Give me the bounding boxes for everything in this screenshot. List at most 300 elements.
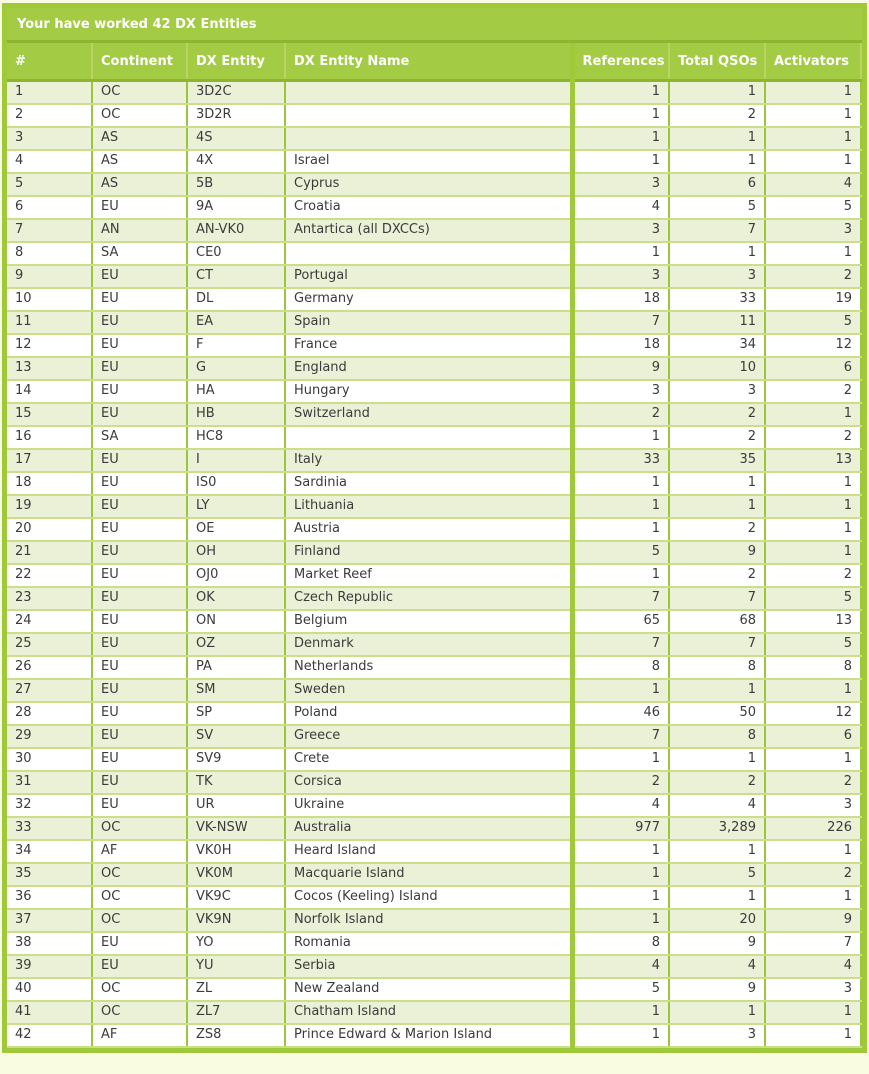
cell-continent: OC (92, 817, 187, 840)
cell-qsos: 1 (669, 679, 765, 702)
cell-name: Romania (285, 932, 572, 955)
cell-qsos: 1 (669, 886, 765, 909)
cell-entity: UR (187, 794, 285, 817)
col-header-continent: Continent (92, 43, 187, 81)
cell-activators: 1 (765, 886, 861, 909)
cell-activators: 3 (765, 794, 861, 817)
cell-num: 21 (7, 541, 92, 564)
cell-activators: 5 (765, 587, 861, 610)
cell-num: 24 (7, 610, 92, 633)
cell-name: Corsica (285, 771, 572, 794)
cell-continent: EU (92, 679, 187, 702)
cell-num: 23 (7, 587, 92, 610)
cell-continent: EU (92, 541, 187, 564)
cell-activators: 13 (765, 449, 861, 472)
table-row (7, 357, 861, 380)
cell-continent: OC (92, 909, 187, 932)
cell-num: 18 (7, 472, 92, 495)
cell-qsos: 9 (669, 978, 765, 1001)
table-row (7, 127, 861, 150)
table-row (7, 633, 861, 656)
cell-num: 37 (7, 909, 92, 932)
cell-activators: 6 (765, 725, 861, 748)
cell-activators: 1 (765, 840, 861, 863)
cell-qsos: 2 (669, 426, 765, 449)
cell-qsos: 8 (669, 725, 765, 748)
cell-references: 1 (572, 127, 669, 150)
cell-qsos: 68 (669, 610, 765, 633)
cell-num: 31 (7, 771, 92, 794)
cell-continent: AF (92, 840, 187, 863)
cell-continent: OC (92, 104, 187, 127)
col-header-dx-entity: DX Entity (187, 43, 285, 81)
cell-references: 1 (572, 1024, 669, 1047)
cell-num: 32 (7, 794, 92, 817)
cell-name: Croatia (285, 196, 572, 219)
cell-continent: EU (92, 771, 187, 794)
cell-num: 28 (7, 702, 92, 725)
cell-references: 1 (572, 518, 669, 541)
cell-name: Poland (285, 702, 572, 725)
cell-activators: 2 (765, 564, 861, 587)
cell-num: 14 (7, 380, 92, 403)
cell-references: 1 (572, 564, 669, 587)
cell-qsos: 1 (669, 840, 765, 863)
cell-num: 19 (7, 495, 92, 518)
cell-activators: 8 (765, 656, 861, 679)
cell-name (285, 426, 572, 449)
cell-entity: SP (187, 702, 285, 725)
cell-num: 20 (7, 518, 92, 541)
cell-references: 1 (572, 81, 669, 105)
table-row (7, 909, 861, 932)
cell-activators: 2 (765, 380, 861, 403)
cell-name: Antartica (all DXCCs) (285, 219, 572, 242)
cell-references: 8 (572, 656, 669, 679)
cell-references: 5 (572, 978, 669, 1001)
page (0, 3, 869, 1053)
cell-continent: AS (92, 150, 187, 173)
col-header-number: # (7, 43, 92, 81)
cell-num: 4 (7, 150, 92, 173)
cell-continent: EU (92, 334, 187, 357)
cell-name: Spain (285, 311, 572, 334)
cell-qsos: 3 (669, 1024, 765, 1047)
cell-entity: YU (187, 955, 285, 978)
cell-continent: EU (92, 587, 187, 610)
cell-activators: 1 (765, 242, 861, 265)
cell-entity: HB (187, 403, 285, 426)
cell-references: 3 (572, 219, 669, 242)
cell-references: 5 (572, 541, 669, 564)
cell-name: Italy (285, 449, 572, 472)
cell-name: Czech Republic (285, 587, 572, 610)
cell-continent: AS (92, 127, 187, 150)
cell-entity: CE0 (187, 242, 285, 265)
cell-references: 1 (572, 104, 669, 127)
cell-name: Germany (285, 288, 572, 311)
cell-entity: VK0H (187, 840, 285, 863)
cell-name: Macquarie Island (285, 863, 572, 886)
cell-activators: 3 (765, 978, 861, 1001)
table-row (7, 863, 861, 886)
cell-references: 46 (572, 702, 669, 725)
cell-num: 38 (7, 932, 92, 955)
cell-entity: VK9N (187, 909, 285, 932)
cell-qsos: 2 (669, 104, 765, 127)
table-row (7, 288, 861, 311)
cell-entity: VK0M (187, 863, 285, 886)
cell-num: 34 (7, 840, 92, 863)
table-row (7, 426, 861, 449)
cell-qsos: 2 (669, 564, 765, 587)
cell-activators: 6 (765, 357, 861, 380)
table-row (7, 886, 861, 909)
cell-continent: EU (92, 311, 187, 334)
cell-num: 7 (7, 219, 92, 242)
col-header-references: References (572, 43, 669, 81)
cell-continent: EU (92, 564, 187, 587)
cell-num: 1 (7, 81, 92, 105)
cell-references: 18 (572, 334, 669, 357)
cell-name: Netherlands (285, 656, 572, 679)
col-header-total-qsos: Total QSOs (669, 43, 765, 81)
cell-qsos: 7 (669, 587, 765, 610)
cell-name: Greece (285, 725, 572, 748)
cell-entity: PA (187, 656, 285, 679)
cell-activators: 5 (765, 196, 861, 219)
cell-references: 1 (572, 886, 669, 909)
cell-continent: EU (92, 495, 187, 518)
cell-entity: VK-NSW (187, 817, 285, 840)
cell-entity: I (187, 449, 285, 472)
table-row (7, 817, 861, 840)
cell-num: 29 (7, 725, 92, 748)
cell-qsos: 9 (669, 932, 765, 955)
table-row (7, 196, 861, 219)
cell-references: 1 (572, 150, 669, 173)
cell-continent: EU (92, 403, 187, 426)
table-row (7, 748, 861, 771)
cell-qsos: 2 (669, 518, 765, 541)
cell-name (285, 104, 572, 127)
cell-entity: F (187, 334, 285, 357)
cell-references: 3 (572, 265, 669, 288)
cell-qsos: 7 (669, 633, 765, 656)
cell-entity: 3D2C (187, 81, 285, 105)
cell-references: 8 (572, 932, 669, 955)
cell-name: England (285, 357, 572, 380)
cell-activators: 1 (765, 150, 861, 173)
cell-name: Market Reef (285, 564, 572, 587)
cell-num: 9 (7, 265, 92, 288)
cell-references: 4 (572, 955, 669, 978)
cell-continent: OC (92, 863, 187, 886)
table-row (7, 978, 861, 1001)
cell-num: 35 (7, 863, 92, 886)
cell-activators: 1 (765, 1001, 861, 1024)
table-row (7, 242, 861, 265)
cell-activators: 1 (765, 495, 861, 518)
cell-references: 1 (572, 863, 669, 886)
cell-name: Israel (285, 150, 572, 173)
cell-entity: 9A (187, 196, 285, 219)
cell-continent: EU (92, 633, 187, 656)
cell-name: Sardinia (285, 472, 572, 495)
table-row (7, 702, 861, 725)
cell-entity: OH (187, 541, 285, 564)
cell-activators: 226 (765, 817, 861, 840)
cell-num: 42 (7, 1024, 92, 1047)
cell-name: Austria (285, 518, 572, 541)
cell-references: 7 (572, 311, 669, 334)
cell-name: Lithuania (285, 495, 572, 518)
cell-num: 26 (7, 656, 92, 679)
cell-continent: OC (92, 978, 187, 1001)
table-row (7, 840, 861, 863)
cell-num: 22 (7, 564, 92, 587)
cell-references: 1 (572, 495, 669, 518)
table-row (7, 104, 861, 127)
cell-name: Crete (285, 748, 572, 771)
cell-entity: EA (187, 311, 285, 334)
table-row (7, 955, 861, 978)
cell-entity: G (187, 357, 285, 380)
table-row (7, 173, 861, 196)
table-row (7, 403, 861, 426)
cell-entity: HA (187, 380, 285, 403)
table-row (7, 771, 861, 794)
cell-continent: AF (92, 1024, 187, 1047)
table-row (7, 81, 861, 105)
cell-entity: OZ (187, 633, 285, 656)
cell-activators: 2 (765, 771, 861, 794)
cell-references: 4 (572, 794, 669, 817)
cell-references: 33 (572, 449, 669, 472)
cell-name: Chatham Island (285, 1001, 572, 1024)
cell-entity: TK (187, 771, 285, 794)
cell-qsos: 4 (669, 955, 765, 978)
cell-qsos: 1 (669, 242, 765, 265)
cell-entity: 4S (187, 127, 285, 150)
cell-activators: 1 (765, 104, 861, 127)
table-row (7, 541, 861, 564)
table-row (7, 794, 861, 817)
cell-entity: SV (187, 725, 285, 748)
cell-references: 7 (572, 587, 669, 610)
cell-continent: EU (92, 472, 187, 495)
cell-continent: EU (92, 196, 187, 219)
cell-name: Heard Island (285, 840, 572, 863)
cell-continent: EU (92, 932, 187, 955)
table-row (7, 587, 861, 610)
cell-num: 36 (7, 886, 92, 909)
cell-entity: ZL7 (187, 1001, 285, 1024)
cell-continent: EU (92, 357, 187, 380)
table-row (7, 150, 861, 173)
cell-qsos: 5 (669, 196, 765, 219)
cell-entity: OK (187, 587, 285, 610)
cell-activators: 1 (765, 679, 861, 702)
cell-name: Sweden (285, 679, 572, 702)
cell-num: 25 (7, 633, 92, 656)
table-row (7, 932, 861, 955)
cell-references: 1 (572, 909, 669, 932)
cell-qsos: 1 (669, 127, 765, 150)
cell-name: Finland (285, 541, 572, 564)
cell-name: Cocos (Keeling) Island (285, 886, 572, 909)
cell-qsos: 1 (669, 1001, 765, 1024)
cell-num: 17 (7, 449, 92, 472)
cell-references: 1 (572, 472, 669, 495)
table-row (7, 219, 861, 242)
cell-continent: AS (92, 173, 187, 196)
cell-entity: IS0 (187, 472, 285, 495)
cell-references: 1 (572, 748, 669, 771)
cell-num: 12 (7, 334, 92, 357)
cell-activators: 1 (765, 518, 861, 541)
cell-qsos: 8 (669, 656, 765, 679)
cell-qsos: 7 (669, 219, 765, 242)
cell-qsos: 11 (669, 311, 765, 334)
table-row (7, 472, 861, 495)
cell-num: 39 (7, 955, 92, 978)
cell-entity: DL (187, 288, 285, 311)
panel-title: Your have worked 42 DX Entities (7, 8, 862, 43)
cell-name: Prince Edward & Marion Island (285, 1024, 572, 1047)
cell-qsos: 1 (669, 748, 765, 771)
cell-entity: ON (187, 610, 285, 633)
cell-name: Denmark (285, 633, 572, 656)
cell-continent: EU (92, 288, 187, 311)
cell-activators: 5 (765, 311, 861, 334)
cell-name: Belgium (285, 610, 572, 633)
table-row (7, 564, 861, 587)
cell-references: 1 (572, 679, 669, 702)
cell-entity: SM (187, 679, 285, 702)
cell-qsos: 9 (669, 541, 765, 564)
cell-continent: EU (92, 610, 187, 633)
cell-name (285, 127, 572, 150)
cell-references: 18 (572, 288, 669, 311)
cell-continent: EU (92, 518, 187, 541)
cell-num: 27 (7, 679, 92, 702)
cell-num: 6 (7, 196, 92, 219)
cell-qsos: 5 (669, 863, 765, 886)
table-row (7, 1024, 861, 1047)
cell-name: New Zealand (285, 978, 572, 1001)
cell-num: 11 (7, 311, 92, 334)
cell-continent: EU (92, 702, 187, 725)
cell-references: 1 (572, 840, 669, 863)
cell-num: 41 (7, 1001, 92, 1024)
cell-continent: OC (92, 886, 187, 909)
cell-qsos: 1 (669, 495, 765, 518)
cell-references: 1 (572, 242, 669, 265)
cell-activators: 19 (765, 288, 861, 311)
cell-num: 30 (7, 748, 92, 771)
table-row (7, 725, 861, 748)
cell-references: 2 (572, 403, 669, 426)
cell-entity: VK9C (187, 886, 285, 909)
cell-entity: ZS8 (187, 1024, 285, 1047)
cell-references: 7 (572, 725, 669, 748)
cell-entity: CT (187, 265, 285, 288)
cell-name: Hungary (285, 380, 572, 403)
cell-entity: 5B (187, 173, 285, 196)
cell-activators: 1 (765, 1024, 861, 1047)
cell-continent: EU (92, 265, 187, 288)
table-row (7, 518, 861, 541)
cell-references: 3 (572, 380, 669, 403)
cell-references: 977 (572, 817, 669, 840)
cell-activators: 1 (765, 748, 861, 771)
cell-activators: 5 (765, 633, 861, 656)
cell-continent: OC (92, 1001, 187, 1024)
cell-qsos: 2 (669, 403, 765, 426)
cell-entity: 4X (187, 150, 285, 173)
cell-qsos: 50 (669, 702, 765, 725)
cell-name: Switzerland (285, 403, 572, 426)
cell-activators: 2 (765, 265, 861, 288)
cell-references: 1 (572, 1001, 669, 1024)
cell-qsos: 34 (669, 334, 765, 357)
table-row (7, 265, 861, 288)
cell-references: 3 (572, 173, 669, 196)
cell-num: 3 (7, 127, 92, 150)
table-row (7, 380, 861, 403)
cell-entity: ZL (187, 978, 285, 1001)
cell-num: 33 (7, 817, 92, 840)
table-row (7, 679, 861, 702)
cell-entity: OE (187, 518, 285, 541)
table-row (7, 449, 861, 472)
col-header-dx-entity-name: DX Entity Name (285, 43, 572, 81)
cell-qsos: 10 (669, 357, 765, 380)
cell-num: 40 (7, 978, 92, 1001)
cell-activators: 4 (765, 173, 861, 196)
cell-continent: EU (92, 748, 187, 771)
cell-name: Cyprus (285, 173, 572, 196)
cell-activators: 1 (765, 127, 861, 150)
cell-qsos: 1 (669, 150, 765, 173)
cell-entity: LY (187, 495, 285, 518)
cell-continent: EU (92, 380, 187, 403)
cell-name: Serbia (285, 955, 572, 978)
table-row (7, 610, 861, 633)
cell-name (285, 242, 572, 265)
cell-entity: HC8 (187, 426, 285, 449)
cell-num: 5 (7, 173, 92, 196)
cell-num: 10 (7, 288, 92, 311)
table-row (7, 656, 861, 679)
cell-continent: SA (92, 426, 187, 449)
cell-name: Australia (285, 817, 572, 840)
cell-activators: 4 (765, 955, 861, 978)
table-row (7, 311, 861, 334)
cell-activators: 7 (765, 932, 861, 955)
cell-activators: 1 (765, 81, 861, 105)
cell-references: 9 (572, 357, 669, 380)
cell-name: France (285, 334, 572, 357)
cell-activators: 1 (765, 403, 861, 426)
cell-references: 7 (572, 633, 669, 656)
cell-name: Norfolk Island (285, 909, 572, 932)
header-row (7, 43, 861, 81)
cell-continent: SA (92, 242, 187, 265)
cell-qsos: 2 (669, 771, 765, 794)
cell-entity: AN-VK0 (187, 219, 285, 242)
